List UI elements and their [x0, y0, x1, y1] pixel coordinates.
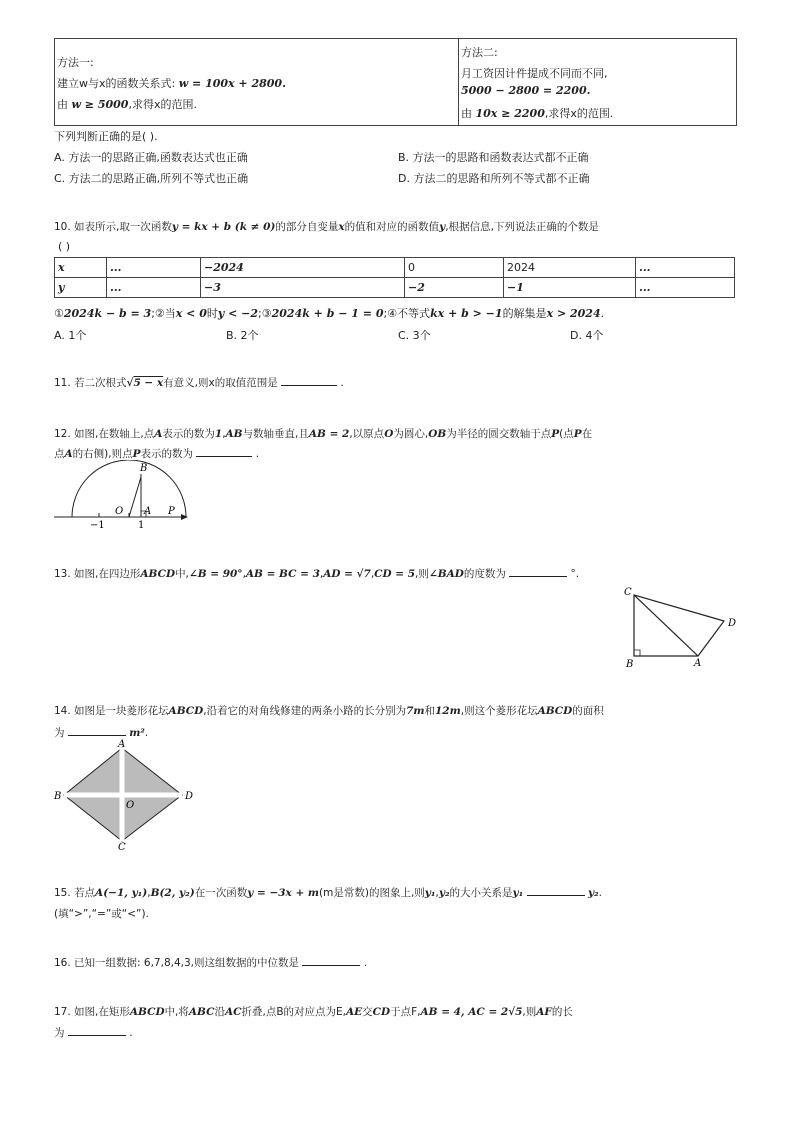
- q12-stem-line1: 12. 如图,在数轴上,点A表示的数为1,AB与数轴垂直,且AB = 2,以原点O为圆心,OB为半径的圆交数轴于点P(点P在: [54, 428, 593, 440]
- q14-rhombus-figure: [52, 738, 197, 850]
- method-table: [54, 38, 737, 126]
- method-two-line1: 月工资因计件提成不同而不同,: [461, 67, 608, 80]
- table-cell: ...: [107, 278, 201, 298]
- quadrilateral-abcd: [634, 595, 724, 656]
- q16-stem: 16. 已知一组数据: 6,7,8,4,3,则这组数据的中位数是 .: [54, 957, 368, 969]
- label-a: A: [118, 739, 126, 750]
- table-cell: y: [55, 278, 107, 298]
- right-angle-mark: [634, 650, 640, 656]
- label-a: A: [144, 506, 152, 517]
- method-one-line1: 建立w与x的函数关系式: w = 100x + 2800.: [57, 77, 286, 90]
- table-row-x: [55, 258, 735, 278]
- label-b: B: [54, 791, 62, 802]
- q10-value-table: [54, 257, 735, 298]
- q13-answer-blank[interactable]: [509, 566, 567, 577]
- q15-stem: 15. 若点A(−1, y₁),B(2, y₂)在一次函数y = −3x + m(m是常数)的图象上,则y₁,y₂的大小关系是y₁ y₂.: [54, 887, 602, 899]
- q10-option-a[interactable]: A. 1个: [54, 329, 87, 342]
- q14-stem-line1: 14. 如图是一块菱形花坛ABCD,沿着它的对角线修建的两条小路的长分别为7m和12m,则这个菱形花坛ABCD的面积: [54, 705, 604, 717]
- q15-answer-blank[interactable]: [527, 885, 585, 896]
- table-cell: ...: [107, 258, 201, 278]
- label-minus-one: −1: [90, 520, 105, 531]
- q12-number-line-figure: [50, 460, 195, 532]
- table-cell: ...: [636, 278, 735, 298]
- method-one-title: 方法一:: [57, 56, 94, 69]
- label-d: D: [728, 618, 737, 629]
- table-cell: −2: [405, 278, 504, 298]
- q9-prompt: 下列判断正确的是( ).: [54, 130, 158, 143]
- label-a: A: [694, 658, 702, 669]
- q13-quadrilateral-figure: [620, 583, 745, 673]
- label-c: C: [118, 842, 126, 850]
- method-one-line2: 由 w ≥ 5000,求得x的范围.: [57, 98, 197, 111]
- q9-option-a[interactable]: A. 方法一的思路正确,函数表达式也正确: [54, 151, 248, 164]
- table-cell: 0: [405, 258, 504, 278]
- table-cell: ...: [636, 258, 735, 278]
- q9-option-d[interactable]: D. 方法二的思路和所列不等式都不正确: [398, 172, 590, 185]
- table-cell: x: [55, 258, 107, 278]
- sqrt-radical: √: [126, 377, 134, 389]
- q11-stem: 11. 若二次根式√5 − x有意义,则x的取值范围是 .: [54, 377, 344, 389]
- q14-stem-line2: 为 m².: [54, 727, 149, 739]
- label-p: P: [168, 506, 175, 517]
- q10-option-c[interactable]: C. 3个: [398, 329, 431, 342]
- table-cell: −3: [201, 278, 405, 298]
- q17-answer-blank[interactable]: [68, 1025, 126, 1036]
- method-two-title: 方法二:: [461, 46, 498, 59]
- label-o: O: [126, 800, 135, 811]
- label-one: 1: [138, 520, 145, 531]
- segment-ob: [129, 477, 141, 517]
- table-cell: 2024: [504, 258, 636, 278]
- method-two-cell: [459, 39, 736, 125]
- label-b: B: [140, 463, 148, 474]
- q10-statements: ①2024k − b = 3;②当x < 0时y < −2;③2024k + b − 1 = 0;④不等式kx + b > −1的解集是x > 2024.: [54, 307, 605, 320]
- q12-answer-blank[interactable]: [196, 446, 252, 457]
- q17-stem-line2: 为 .: [54, 1027, 133, 1039]
- label-b: B: [626, 659, 634, 670]
- q10-option-d[interactable]: D. 4个: [570, 329, 604, 342]
- q17-stem-line1: 17. 如图,在矩形ABCD中,将ABC沿AC折叠,点B的对应点为E,AE交CD于点F,AB = 4, AC = 2√5,则AF的长: [54, 1006, 573, 1018]
- method-two-line3: 由 10x ≥ 2200,求得x的范围.: [461, 107, 614, 120]
- q12-stem-line2: 点A的右侧),则点P表示的数为 .: [54, 448, 260, 460]
- q15-hint: (填“>”,“=”或“<”).: [54, 908, 149, 920]
- q14-answer-blank[interactable]: [68, 725, 126, 736]
- table-row-y: [55, 278, 735, 298]
- q10-paren: ( ): [58, 240, 71, 253]
- label-d: D: [185, 791, 194, 802]
- q16-answer-blank[interactable]: [302, 955, 360, 966]
- method-two-line2: 5000 − 2800 = 2200.: [461, 84, 591, 97]
- q10-option-b[interactable]: B. 2个: [226, 329, 259, 342]
- q9-option-b[interactable]: B. 方法一的思路和函数表达式都不正确: [398, 151, 589, 164]
- arrow-icon: [181, 514, 188, 520]
- q13-stem: 13. 如图,在四边形ABCD中,∠B = 90°,AB = BC = 3,AD = √7,CD = 5,则∠BAD的度数为 °.: [54, 568, 580, 580]
- q10-stem: 10. 如表所示,取一次函数y = kx + b (k ≠ 0)的部分自变量x的值和对应的函数值y,根据信息,下列说法正确的个数是: [54, 221, 599, 233]
- table-cell: −1: [504, 278, 636, 298]
- q11-answer-blank[interactable]: [281, 375, 337, 386]
- label-o: O: [115, 506, 124, 517]
- table-cell: −2024: [201, 258, 405, 278]
- method-one-cell: [55, 39, 459, 125]
- q9-option-c[interactable]: C. 方法二的思路正确,所列不等式也正确: [54, 172, 249, 185]
- label-c: C: [624, 587, 632, 598]
